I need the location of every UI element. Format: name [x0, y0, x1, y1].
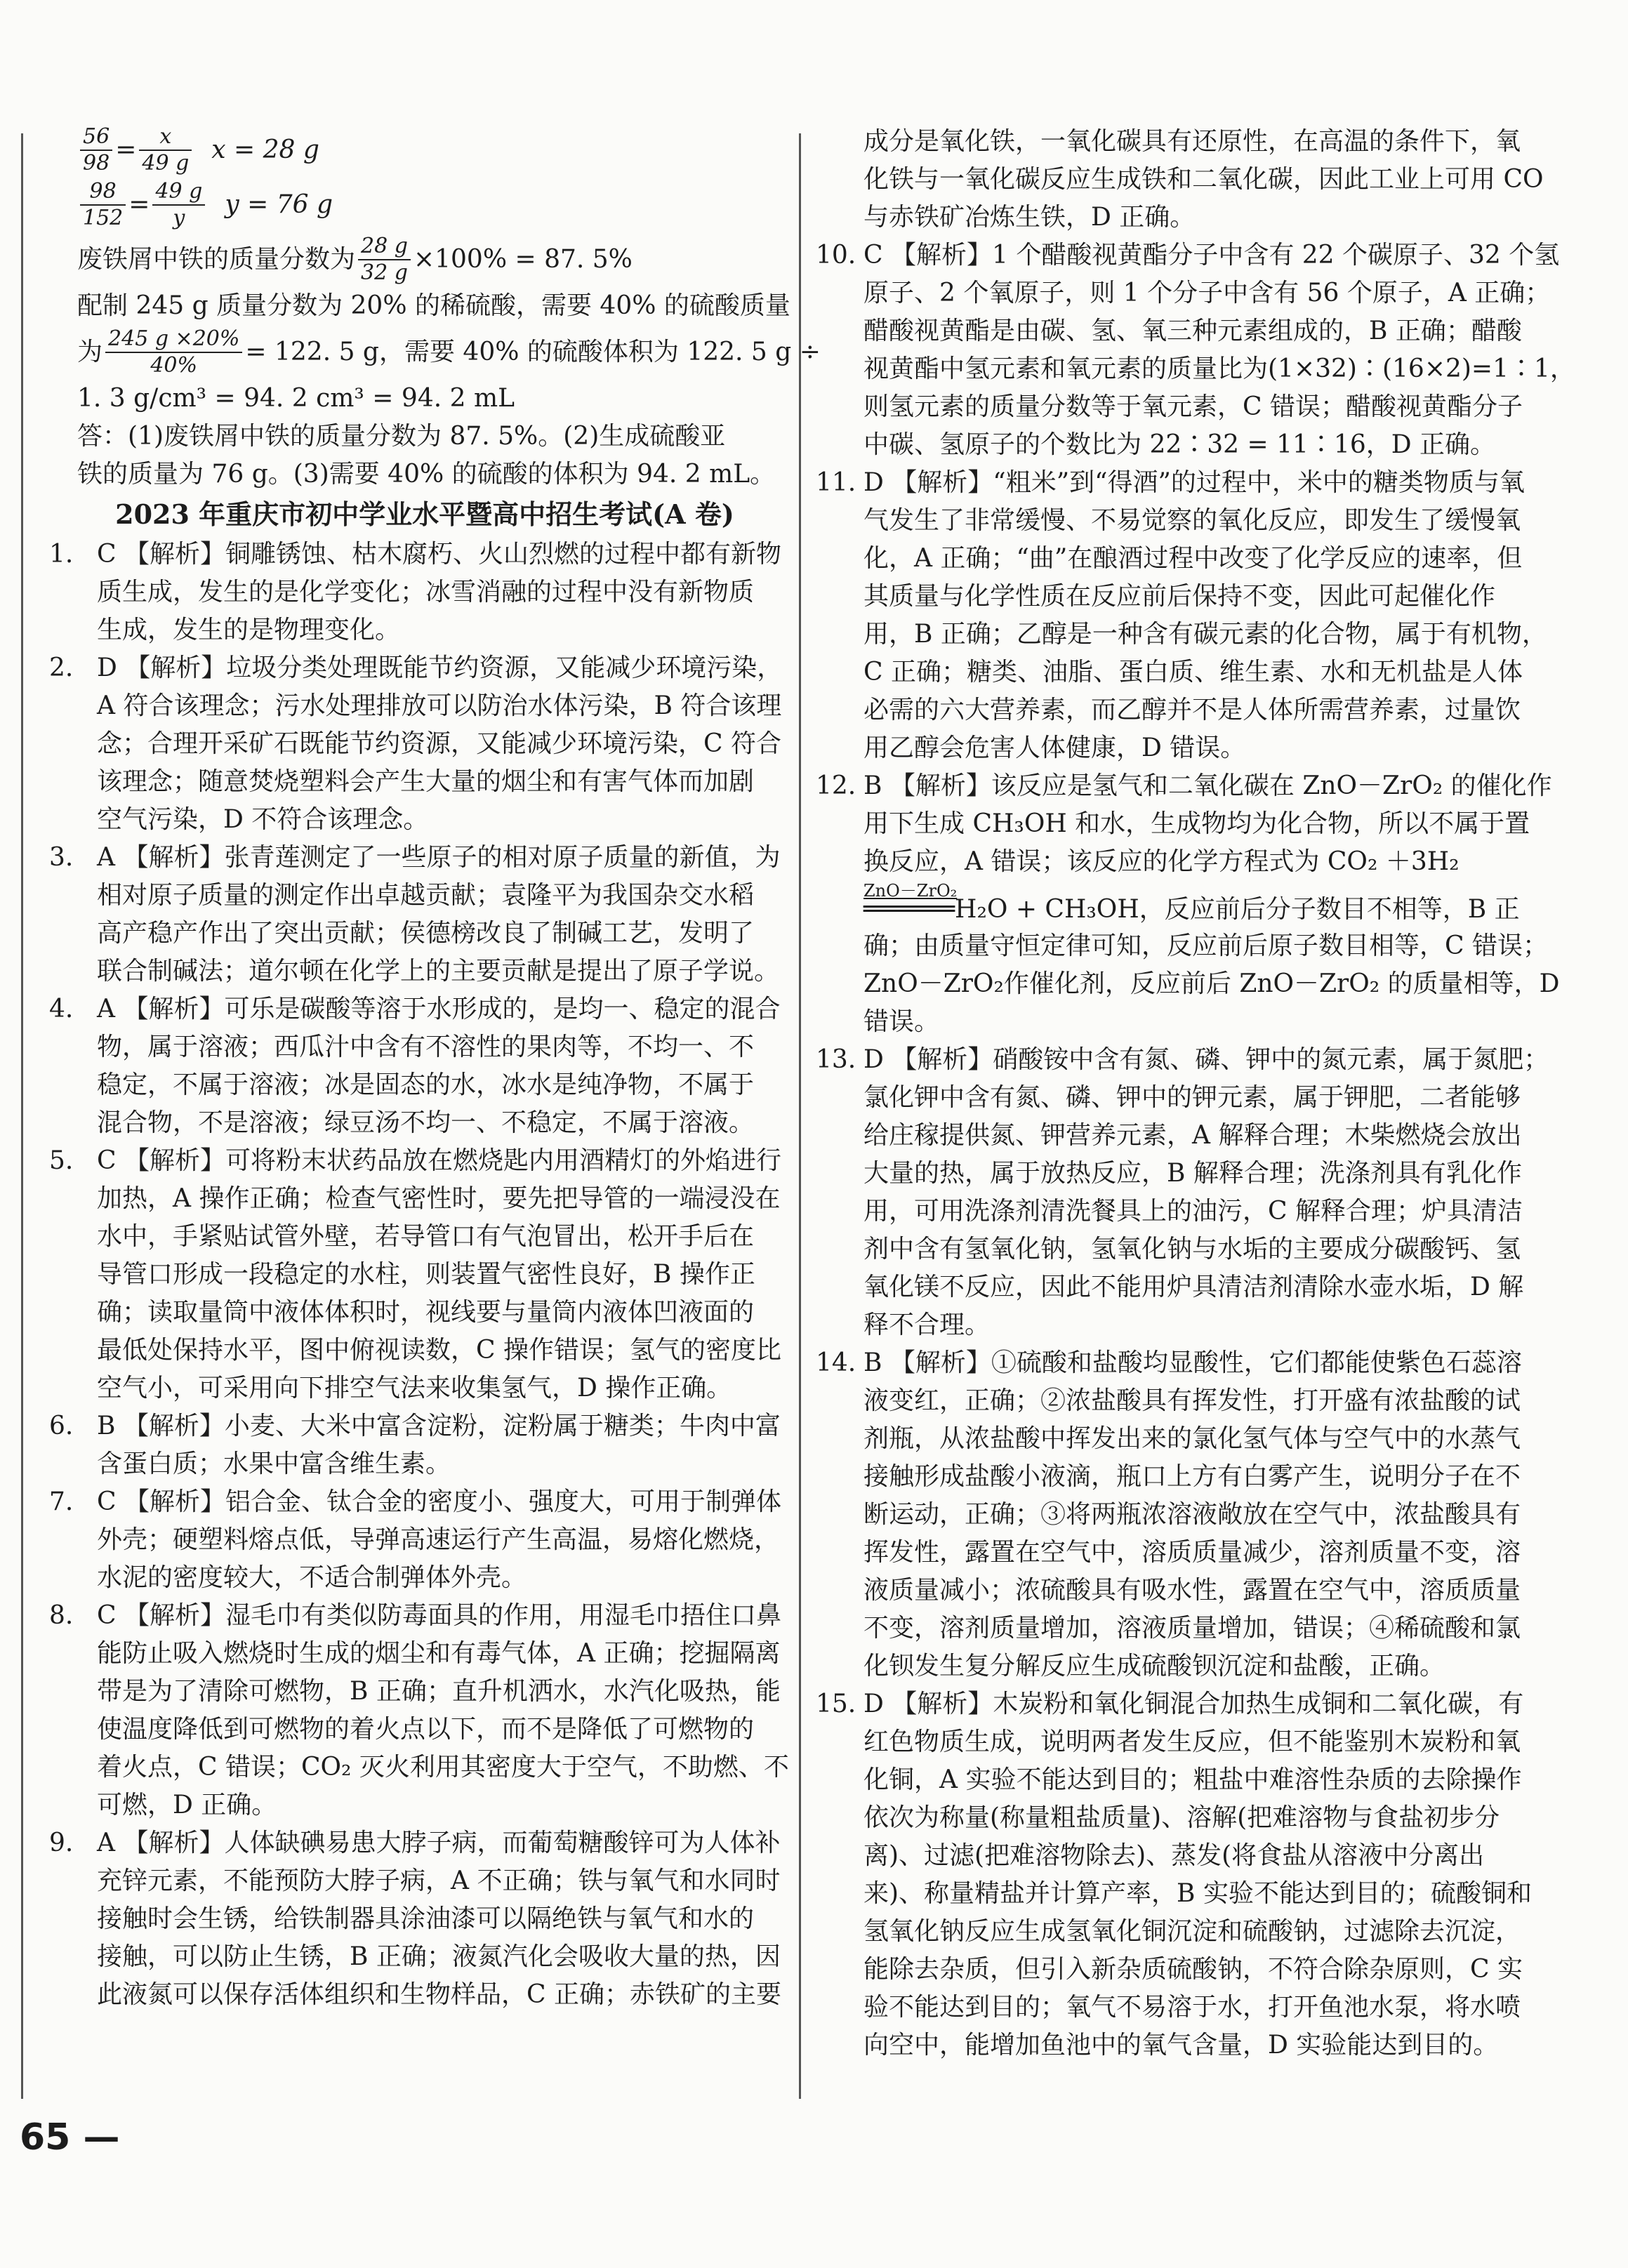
item-text-line: 加热，A 操作正确；检查气密性时，要先把导管的一端浸没在 — [97, 1184, 781, 1213]
item-text-line: 质生成，发生的是化学变化；冰雪消融的过程中没有新物质 — [97, 578, 755, 606]
item-text-line: 中碳、氢原子的个数比为 22∶32 = 11∶16，D 正确。 — [863, 430, 1496, 459]
item-text-line: 用，B 正确；乙醇是一种含有碳元素的化合物，属于有机物， — [863, 620, 1547, 649]
item-text-line: 空气小，可采用向下排空气法来收集氢气，D 操作正确。 — [97, 1374, 732, 1402]
exam-heading: 2023 年重庆市初中学业水平暨高中招生考试(A 卷) — [115, 498, 734, 530]
item-text-line: 气发生了非常缓慢、不易觉察的氧化反应，即发生了缓慢氧 — [863, 506, 1521, 535]
item-text-line: B 【解析】①硫酸和盐酸均显酸性，它们都能使紫色石蕊溶 — [863, 1348, 1522, 1377]
item-number: 11. — [816, 468, 856, 497]
item-text-line: 化钡发生复分解反应生成硫酸钡沉淀和盐酸，正确。 — [863, 1652, 1445, 1680]
item-text-line: 则氢元素的质量分数等于氧元素，C 错误；醋酸视黄酯分子 — [863, 392, 1523, 421]
item-text-line: A 【解析】人体缺碘易患大脖子病，而葡萄糖酸锌可为人体补 — [97, 1829, 781, 1857]
item-text-line: D 【解析】垃圾分类处理既能节约资源，又能减少环境污染， — [97, 654, 783, 682]
item-text-line: 必需的六大营养素，而乙醇并不是人体所需营养素，过量饮 — [863, 696, 1521, 724]
item-text-line: 导管口形成一段稳定的水柱，则装置气密性良好，B 操作正 — [97, 1260, 755, 1289]
item-text-line: 与赤铁矿冶炼生铁，D 正确。 — [863, 203, 1196, 232]
item-text-line: 着火点，C 错误；CO₂ 灭火利用其密度大于空气，不助燃、不 — [97, 1753, 789, 1782]
item-text-line: C 【解析】湿毛巾有类似防毒面具的作用，用湿毛巾捂住口鼻 — [97, 1601, 781, 1630]
calc-iron-fraction: 废铁屑中铁的质量分数为 $\frac{28 g}{32 g}$ ×100% = 87. 5% — [77, 234, 633, 285]
item-text-line: 化铜，A 实验不能达到目的；粗盐中难溶性杂质的去除操作 — [863, 1765, 1522, 1794]
item-text-line: 能防止吸入燃烧时生成的烟尘和有毒气体，A 正确；挖掘隔离 — [97, 1639, 781, 1668]
item-text-line: C 【解析】铝合金、钛合金的密度小、强度大，可用于制弹体 — [97, 1487, 781, 1516]
item-text-line: 氧化镁不反应，因此不能用炉具清洁剂清除水壶水垢，D 解 — [863, 1273, 1524, 1301]
item-text-line: 氯化钾中含有氮、磷、钾中的钾元素，属于钾肥，二者能够 — [863, 1083, 1521, 1112]
item-text-line: 水中，手紧贴试管外壁，若导管口有气泡冒出，松开手后在 — [97, 1222, 755, 1251]
item-text-line: C 【解析】1 个醋酸视黄酯分子中含有 22 个碳原子、32 个氢 — [863, 241, 1560, 270]
item-text-line: 离)、过滤(把难溶物除去)、蒸发(将食盐从溶液中分离出 — [863, 1841, 1485, 1870]
item-text-line: 能除去杂质，但引入新杂质硫酸钠，不符合除杂原则，C 实 — [863, 1955, 1523, 1984]
item-text-line: 接触形成盐酸小液滴，瓶口上方有白雾产生，说明分子在不 — [863, 1462, 1521, 1491]
answer-line: 铁的质量为 76 g。(3)需要 40% 的硫酸的体积为 94. 2 mL。 — [77, 460, 776, 489]
item-text-line: 空气污染，D 不符合该理念。 — [97, 805, 429, 834]
item-text-line: 带是为了清除可燃物，B 正确；直升机洒水，水汽化吸热，能 — [97, 1677, 781, 1706]
page-number: 65 — — [20, 2116, 120, 2158]
item-text-line: 液变红，正确；②浓盐酸具有挥发性，打开盛有浓盐酸的试 — [863, 1386, 1521, 1415]
item-number: 13. — [816, 1045, 856, 1074]
right-column — [816, 123, 1577, 2064]
answer-item — [49, 839, 781, 990]
answer-item — [49, 1483, 781, 1597]
item-text-line: 含蛋白质；水果中富含维生素。 — [97, 1450, 451, 1478]
answer-item — [49, 1142, 781, 1407]
item-text-line: 其质量与化学性质在反应前后保持不变，因此可起催化作 — [863, 582, 1496, 611]
item-text-line: 验不能达到目的；氧气不易溶于水，打开鱼池水泵，将水喷 — [863, 1993, 1521, 2022]
item-text-line: 成分是氧化铁，一氧化碳具有还原性，在高温的条件下，氧 — [863, 127, 1521, 156]
left-column — [49, 123, 821, 2014]
item-text-line: A 【解析】可乐是碳酸等溶于水形成的，是均一、稳定的混合 — [97, 995, 781, 1023]
item-text-line: 氢氧化钠反应生成氢氧化铜沉淀和硫酸钠，过滤除去沉淀， — [863, 1917, 1521, 1946]
item-number: 15. — [816, 1690, 856, 1718]
item-text-line: 接触，可以防止生锈，B 正确；液氮汽化会吸收大量的热，因 — [97, 1942, 781, 1971]
item-text-line: 该理念；随意焚烧塑料会产生大量的烟尘和有害气体而加剧 — [97, 767, 755, 796]
item-text-line: 物，属于溶液；西瓜汁中含有不溶性的果肉等，不均一、不 — [97, 1033, 755, 1061]
item-text-line: 液质量减小；浓硫酸具有吸水性，露置在空气中，溶质质量 — [863, 1576, 1521, 1605]
calc-volume: 1. 3 g/cm³ = 94. 2 cm³ = 94. 2 mL — [77, 384, 515, 413]
calc-text: 配制 245 g 质量分数为 20% 的稀硫酸，需要 40% 的硫酸质量 — [77, 291, 790, 320]
left-margin-rule — [21, 133, 23, 2099]
continued-item — [816, 123, 1577, 237]
item-text-line: 剂瓶，从浓盐酸中挥发出来的氯化氢气体与空气中的水蒸气 — [863, 1424, 1521, 1453]
item-text-line: 化铁与一氧化碳反应生成铁和二氧化碳，因此工业上可用 CO — [863, 165, 1544, 194]
item-text-line: 剂中含有氢氧化钠，氢氧化钠与水垢的主要成分碳酸钙、氢 — [863, 1235, 1521, 1264]
item-text-line: 生成，发生的是物理变化。 — [97, 616, 401, 644]
answer-item — [49, 536, 781, 649]
item-text-line: C 【解析】可将粉末状药品放在燃烧匙内用酒精灯的外焰进行 — [97, 1146, 781, 1175]
item-number: 9. — [49, 1829, 74, 1857]
item-number: 4. — [49, 995, 74, 1023]
item-text-line: 视黄酯中氢元素和氧元素的质量比为(1×32)∶(16×2)=1∶1， — [863, 354, 1575, 383]
item-text-line: 红色物质生成，说明两者发生反应，但不能鉴别木炭粉和氧 — [863, 1727, 1521, 1756]
right-items-b — [816, 1041, 1577, 2064]
item-number: 8. — [49, 1601, 74, 1630]
item-text-line: C 正确；糖类、油脂、蛋白质、维生素、水和无机盐是人体 — [863, 658, 1523, 687]
calc-y: $\frac{98}{152}$ = $\frac{49 g}{y}$ y = 76 g — [49, 178, 772, 232]
item-text-line: 用，可用洗涤剂清洗餐具上的油污，C 解释合理；炉具清洁 — [863, 1197, 1523, 1226]
answer-item — [816, 1344, 1577, 1685]
item-number: 6. — [49, 1412, 74, 1440]
item-text-line: 释不合理。 — [863, 1311, 991, 1339]
answer-item — [49, 990, 781, 1142]
item-text-line: 联合制碱法；道尔顿在化学上的主要贡献是提出了原子学说。 — [97, 957, 780, 986]
calc-x: $\frac{56}{98}$ = $\frac{x}{49 g}$ x = 28 g — [49, 123, 772, 178]
item-text-line: 稳定，不属于溶液；冰是固态的水，冰水是纯净物，不属于 — [97, 1070, 755, 1099]
answer-item — [49, 1597, 789, 1824]
item-text-line: D 【解析】“粗米”到“得酒”的过程中，米中的糖类物质与氧 — [863, 468, 1525, 497]
answer-item — [49, 1824, 781, 2014]
item-text-line: 此液氮可以保存活体组织和生物样品，C 正确；赤铁矿的主要 — [97, 1980, 781, 2009]
item-number: 7. — [49, 1487, 74, 1516]
left-items — [49, 536, 789, 2014]
answer-item — [816, 464, 1577, 767]
item-text-line: 高产稳产作出了突出贡献；侯德榜改良了制碱工艺，发明了 — [97, 919, 755, 948]
reaction-equation: ZnO－ZrO₂ ══════H₂O + CH₃OH，反应前后分子数目不相等，B 正 — [863, 881, 1520, 924]
column-divider — [799, 133, 801, 2099]
item-text-line: 可燃，D 正确。 — [97, 1791, 277, 1819]
answer-item — [816, 237, 1577, 464]
item-text-line: 原子、2 个氧原子，则 1 个分子中含有 56 个原子，A 正确； — [863, 279, 1551, 307]
item-text-line: 依次为称量(称量粗盐质量)、溶解(把难溶物与食盐初步分 — [863, 1803, 1500, 1832]
item-text-line: 外壳；硬塑料熔点低，导弹高速运行产生高温，易熔化燃烧， — [97, 1525, 780, 1554]
item-text-line: 相对原子质量的测定作出卓越贡献；袁隆平为我国杂交水稻 — [97, 881, 755, 910]
item-text-line: 挥发性，露置在空气中，溶质质量减少，溶剂质量不变，溶 — [863, 1538, 1521, 1567]
item-number: 2. — [49, 654, 74, 682]
item-text-line: 念；合理开采矿石既能节约资源，又能减少环境污染，C 符合 — [97, 729, 781, 758]
item-text-line: 大量的热，属于放热反应，B 解释合理；洗涤剂具有乳化作 — [863, 1159, 1522, 1188]
item-number: 3. — [49, 843, 74, 872]
answer-item — [816, 1685, 1577, 2064]
item-text-line: 充锌元素，不能预防大脖子病，A 不正确；铁与氧气和水同时 — [97, 1866, 781, 1895]
catalyst-label: ZnO－ZrO₂ — [863, 881, 958, 901]
item-text-line: 断运动，正确；③将两瓶浓溶液敞放在空气中，浓盐酸具有 — [863, 1500, 1521, 1529]
answer-item — [49, 1407, 781, 1483]
item-text-line: 使温度降低到可燃物的着火点以下，而不是降低了可燃物的 — [97, 1715, 755, 1744]
item-text-line: 确；读取量筒中液体体积时，视线要与量筒内液体凹液面的 — [97, 1298, 755, 1327]
item-text-line: B 【解析】小麦、大米中富含淀粉，淀粉属于糖类；牛肉中富 — [97, 1412, 781, 1440]
item-number: 1. — [49, 540, 74, 569]
item-text-line: 用乙醇会危害人体健康，D 错误。 — [863, 734, 1246, 762]
item-text-line: 混合物，不是溶液；绿豆汤不均一、不稳定，不属于溶液。 — [97, 1108, 755, 1137]
item-text-line: 向空中，能增加鱼池中的氧气含量，D 实验能达到目的。 — [863, 2031, 1499, 2060]
answer-item: 12. B 【解析】该反应是氢气和二氧化碳在 ZnO－ZrO₂ 的催化作 用下生成 CH₃OH 和水，生成物均为化合物，所以不属于置 换反应，A 错误；该反应的化学方程式为 CO₂ ＋3H₂ ZnO－ZrO₂ ══════H₂O + CH₃OH，反应前后分子数目不相等，B 正 确；由质量守恒定律可知，反应前后原子数目相等，C 错误； ZnO－ZrO₂作催化剂，反应前后 ZnO－ZrO₂ 的质量相等，D 错误。 — [816, 767, 1577, 1041]
item-text-line: 接触时会生锈，给铁制器具涂油漆可以隔绝铁与氧气和水的 — [97, 1904, 755, 1933]
right-items-a — [816, 237, 1577, 767]
item-text-line: A 【解析】张青莲测定了一些原子的相对原子质量的新值，为 — [97, 843, 781, 872]
item-text-line: D 【解析】硝酸铵中含有氮、磷、钾中的氮元素，属于氮肥； — [863, 1045, 1549, 1074]
item-text-line: 水泥的密度较大，不适合制弹体外壳。 — [97, 1563, 527, 1592]
answer-item — [49, 649, 783, 839]
item-text-line: C 【解析】铜雕锈蚀、枯木腐朽、火山烈燃的过程中都有新物 — [97, 540, 781, 569]
answer-line: 答：(1)废铁屑中铁的质量分数为 87. 5%。(2)生成硫酸亚 — [77, 422, 726, 451]
answer-item — [816, 1041, 1577, 1344]
item-text-line: 给庄稼提供氮、钾营养元素，A 解释合理；木柴燃烧会放出 — [863, 1121, 1522, 1150]
item-text-line: 不变，溶剂质量增加，溶液质量增加，错误；④稀硫酸和氯 — [863, 1614, 1521, 1643]
item-text-line: 醋酸视黄酯是由碳、氢、氧三种元素组成的，B 正确；醋酸 — [863, 317, 1522, 345]
item-number: 10. — [816, 241, 856, 270]
item-text-line: 来)、称量精盐并计算产率，B 实验不能达到目的；硫酸铜和 — [863, 1879, 1532, 1908]
item-number: 5. — [49, 1146, 74, 1175]
item-text-line: 最低处保持水平，图中俯视读数，C 操作错误；氢气的密度比 — [97, 1336, 781, 1365]
item-number: 14. — [816, 1348, 856, 1377]
calc-acid-mass: 为 $\frac{245 g \times 20\%}{40\%}$ = 122. 5 g，需要 40% 的硫酸体积为 122. 5 g ÷ — [77, 326, 821, 378]
item-text-line: D 【解析】木炭粉和氧化铜混合加热生成铜和二氧化碳，有 — [863, 1690, 1524, 1718]
item-text-line: A 符合该理念；污水处理排放可以防治水体污染，B 符合该理 — [97, 691, 782, 720]
item-text-line: 化，A 正确；“曲”在酿酒过程中改变了化学反应的速率，但 — [863, 544, 1523, 573]
